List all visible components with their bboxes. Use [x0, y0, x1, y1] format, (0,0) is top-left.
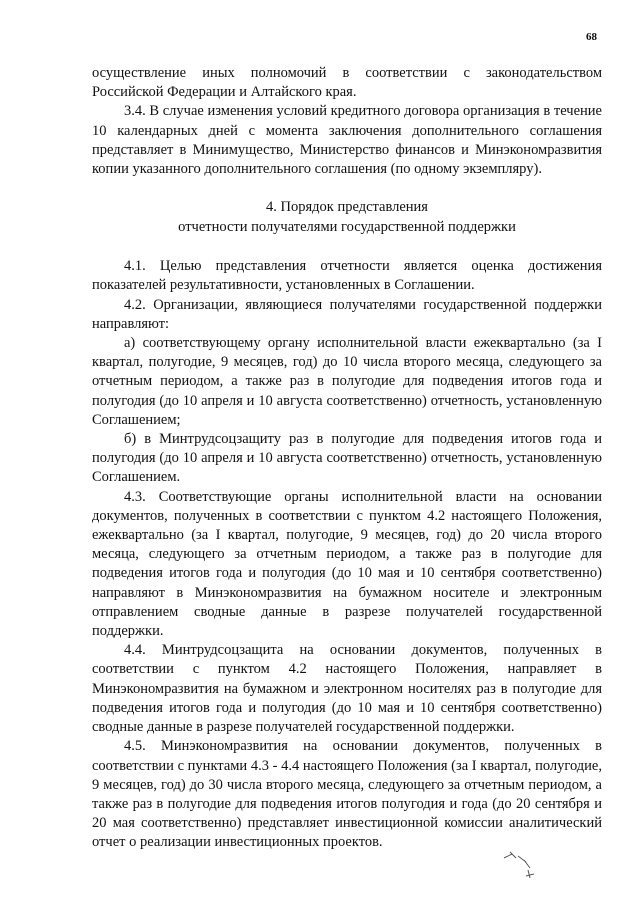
section-title-line-2: отчетности получателями государственной поддержки	[178, 218, 516, 235]
paragraph-3-3-continuation: осуществление иных полномочий в соответствии с законодательством Российской Федерации и Алтайского края.	[92, 65, 602, 101]
paragraph-4-2-b: б) в Минтрудсоцзащиту раз в полугодие для подведения итогов года и полугодия (до 10 апреля и 10 августа соответственно) отчетность, установленную Соглашением.	[92, 431, 602, 486]
paragraph-4-3: 4.3. Соответствующие органы исполнительной власти на основании документов, полученных в соответствии с пунктом 4.2 настоящего Положения, ежеквартально (за I квартал, полугодие, 9 месяцев, год) до 20 числа второго месяца, следующего за отчетным периодом, а также раз в полугодие для подведения итогов года и полугодия (до 10 мая и 10 сентября соответственно) направляют в Минэкономразвития на бумажном носителе и электронным отправлением сводные данные в разрезе получателей государственной поддержки.	[92, 488, 602, 640]
page-number: 68	[586, 31, 597, 43]
paragraph-4-5: 4.5. Минэкономразвития на основании документов, полученных в соответствии с пунктами 4.3 - 4.4 настоящего Положения (за I квартал, полугодие, 9 месяцев, год) до 30 числа второго месяца, следующего за отчетным периодом, а также раз в полугодие для подведения итогов полугодия и года (до 20 сентября и 20 мая соответственно) представляет инвестиционной комиссии аналитический отчет о реализации инвестиционных проектов.	[92, 738, 602, 851]
section-title-line-1: 4. Порядок представления	[266, 199, 428, 216]
paragraph-4-4: 4.4. Минтрудсоцзащита на основании документов, полученных в соответствии с пунктом 4.2 настоящего Положения, направляет в Минэкономразвития на бумажном и электронном носителях раз в полугодие для подведения итогов года и полугодия (до 10 мая и 10 сентября соответственно) сводные данные в разрезе получателей государственной поддержки.	[92, 642, 602, 736]
handwritten-mark	[500, 848, 544, 888]
section-heading	[92, 198, 602, 237]
paragraph-4-2-a: а) соответствующему органу исполнительной власти ежеквартально (за I квартал, полугодие, 9 месяцев, год) до 10 числа второго месяца, следующего за отчетным периодом, а также раз в полугодие для подведения итогов года и полугодия (до 10 апреля и 10 августа соответственно) отчетность, установленную Соглашением;	[92, 335, 602, 428]
paragraph-4-2: 4.2. Организации, являющиеся получателями государственной поддержки направляют:	[92, 296, 602, 332]
document-body	[92, 64, 602, 853]
paragraph-4-1: 4.1. Целью представления отчетности является оценка достижения показателей результативности, установленных в Соглашении.	[92, 258, 602, 294]
paragraph-3-4: 3.4. В случае изменения условий кредитного договора организация в течение 10 календарных дней с момента заключения дополнительного соглашения представляет в Минимущество, Министерство финансов и Минэкономразвития копии указанного дополнительного соглашения (по одному экземпляру).	[92, 103, 602, 178]
